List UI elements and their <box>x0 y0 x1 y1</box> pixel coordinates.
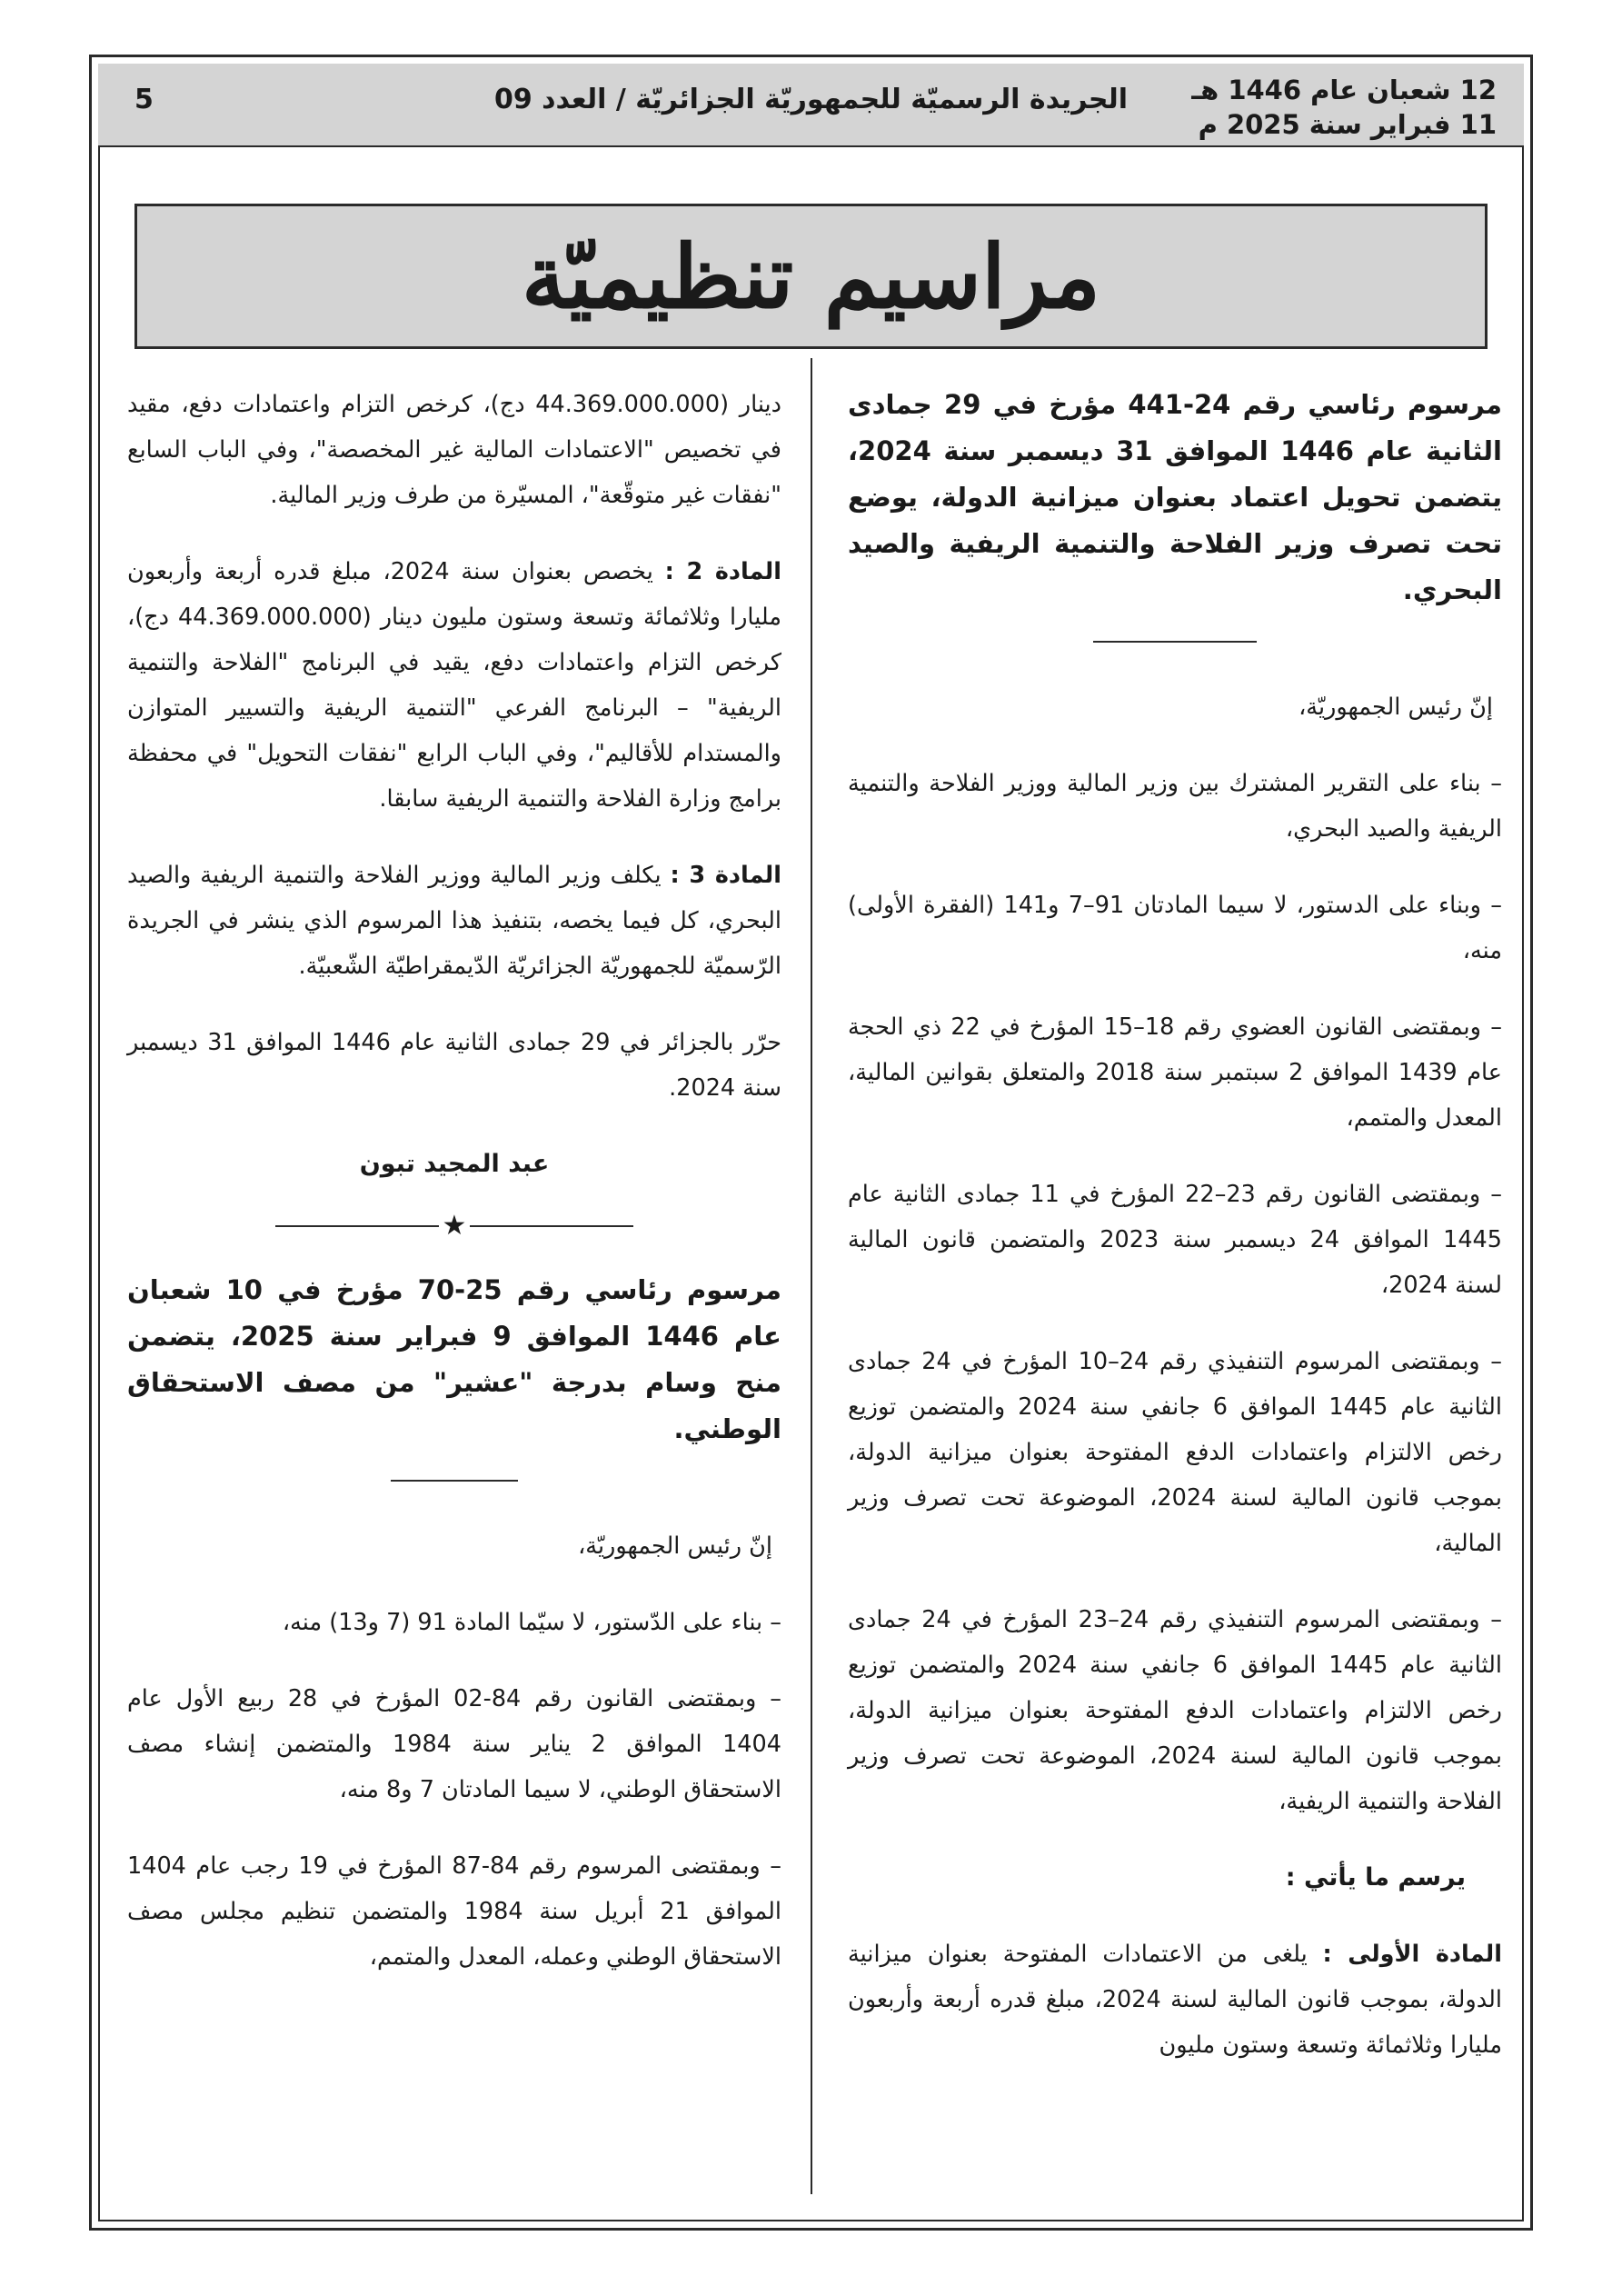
running-header <box>98 64 1524 147</box>
preamble-paragraph: – وبمقتضى المرسوم التنفيذي رقم 24–23 المؤرخ في 24 جمادى الثانية عام 1445 الموافق 6 جانفي سنة 2024 والمتضمن توزيع رخص الالتزام واعتمادات الدفع المفتوحة بعنوان ميزانية الدولة، بموجب قانون المالية لسنة 2024، الموضوعة تحت تصرف وزير الفلاحة والتنمية الريفية، <box>848 1606 1502 1815</box>
header-title: الجريدة الرسميّة للجمهوريّة الجزائريّة / العدد 09 <box>493 84 1129 115</box>
article-1 <box>848 1932 1502 2068</box>
separator-line <box>470 1225 633 1227</box>
preamble-paragraph: – وبمقتضى المرسوم رقم 84-87 المؤرخ في 19 رجب عام 1404 الموافق 21 أبريل سنة 1984 والمتضمن تنظيم مجلس مصف الاستحقاق الوطني وعمله، المعدل والمتمم، <box>127 1852 781 1971</box>
column-divider <box>811 358 812 2194</box>
article-1-continuation: دينار (44.369.000.000 دج)، كرخص التزام واعتمادات دفع، مقيد في تخصيص "الاعتمادات المالية غير المخصصة"، وفي الباب السابع "نفقات غير متوقّعة"، المسيّرة من طرف وزير المالية. <box>127 391 781 509</box>
page-number: 5 <box>134 84 154 115</box>
decree-title: مرسوم رئاسي رقم 24-441 مؤرخ في 29 جمادى الثانية عام 1446 الموافق 31 ديسمبر سنة 2024، يتضمن تحويل اعتماد بعنوان ميزانية الدولة، يوضع تحت تصرف وزير الفلاحة والتنمية الريفية والصيد البحري. <box>848 389 1502 605</box>
article-1-label: المادة الأولى : <box>1322 1941 1502 1968</box>
separator-line <box>391 1480 518 1482</box>
article-3 <box>127 853 781 989</box>
article-3-text: يكلف وزير المالية ووزير الفلاحة والتنمية الريفية والصيد البحري، كل فيما يخصه، بتنفيذ هذا المرسوم الذي ينشر في الجريدة الرّسميّة للجمهوريّة الجزائريّة الدّيمقراطيّة الشّعبيّة. <box>127 862 781 980</box>
article-3-label: المادة 3 : <box>670 862 781 889</box>
preamble-paragraph: – وبناء على الدستور، لا سيما المادتان 91–7 و141 (الفقرة الأولى) منه، <box>848 892 1502 964</box>
article-2-text: يخصص بعنوان سنة 2024، مبلغ قدره أربعة وأربعون مليارا وثلاثمائة وتسعة وستون مليون دينار (44.369.000.000 دج)، كرخص التزام واعتمادات دفع، يقيد في البرنامج "الفلاحة والتنمية الريفية" – البرنامج الفرعي "التنمية الريفية والتسيير المتوازن والمستدام للأقاليم"، وفي الباب الرابع "نفقات التحويل" في محفظة برامج وزارة الفلاحة والتنمية الريفية سابقا. <box>127 558 781 813</box>
separator-line <box>275 1225 439 1227</box>
done-at: حرّر بالجزائر في 29 جمادى الثانية عام 1446 الموافق 31 ديسمبر سنة 2024. <box>127 1029 781 1102</box>
opening-line: إنّ رئيس الجمهوريّة، <box>578 1532 772 1560</box>
preamble-paragraph: – بناء على التقرير المشترك بين وزير المالية ووزير الفلاحة والتنمية الريفية والصيد البحري، <box>848 770 1502 843</box>
star-separator <box>127 1210 781 1242</box>
left-column <box>127 382 781 2011</box>
header-date-hijri: 12 شعبان عام 1446 هـ <box>1191 75 1497 105</box>
preamble-paragraph: – وبمقتضى القانون رقم 84-02 المؤرخ في 28 ربيع الأول عام 1404 الموافق 2 يناير سنة 1984 والمتضمن إنشاء مصف الاستحقاق الوطني، لا سيما المادتان 7 و8 منه، <box>127 1685 781 1803</box>
article-1-text: يلغى من الاعتمادات المفتوحة بعنوان ميزانية الدولة، بموجب قانون المالية لسنة 2024، مبلغ قدره أربعة وأربعون مليارا وثلاثمائة وتسعة وستون مليون <box>848 1941 1502 2059</box>
decree-2-title: مرسوم رئاسي رقم 25-70 مؤرخ في 10 شعبان عام 1446 الموافق 9 فبراير سنة 2025، يتضمن منح وسام بدرجة "عشير" من مصف الاستحقاق الوطني. <box>127 1274 782 1444</box>
signature: عبد المجيد تبون <box>359 1150 550 1178</box>
header-date-gregorian: 11 فبراير سنة 2025 م <box>1198 109 1497 140</box>
preamble-paragraph: – وبمقتضى المرسوم التنفيذي رقم 24–10 المؤرخ في 24 جمادى الثانية عام 1445 الموافق 6 جانفي سنة 2024 والمتضمن توزيع رخص الالتزام واعتمادات الدفع المفتوحة بعنوان ميزانية الدولة، بموجب قانون المالية لسنة 2024، الموضوعة تحت تصرف وزير المالية، <box>848 1348 1502 1557</box>
right-column <box>848 382 1502 2099</box>
article-2-label: المادة 2 : <box>664 558 781 585</box>
separator-line <box>1093 641 1257 643</box>
preamble-paragraph: – وبمقتضى القانون العضوي رقم 18–15 المؤرخ في 22 ذي الحجة عام 1439 الموافق 2 سبتمبر سنة 2018 والمتعلق بقوانين المالية، المعدل والمتمم، <box>848 1013 1503 1132</box>
article-2 <box>127 549 781 822</box>
section-title: مراسيم تنظيميّة <box>521 225 1101 328</box>
star-icon: ★ <box>442 1210 467 1242</box>
opening-line: إنّ رئيس الجمهوريّة، <box>1299 694 1493 721</box>
decrees-heading: يرسم ما يأتي : <box>1285 1863 1466 1892</box>
preamble-paragraph: – بناء على الدّستور، لا سيّما المادة 91 (7 و13) منه، <box>282 1609 781 1636</box>
section-banner <box>134 204 1488 349</box>
preamble-paragraph: – وبمقتضى القانون رقم 23–22 المؤرخ في 11 جمادى الثانية عام 1445 الموافق 24 ديسمبر سنة 2023 والمتضمن قانون المالية لسنة 2024، <box>848 1181 1502 1299</box>
